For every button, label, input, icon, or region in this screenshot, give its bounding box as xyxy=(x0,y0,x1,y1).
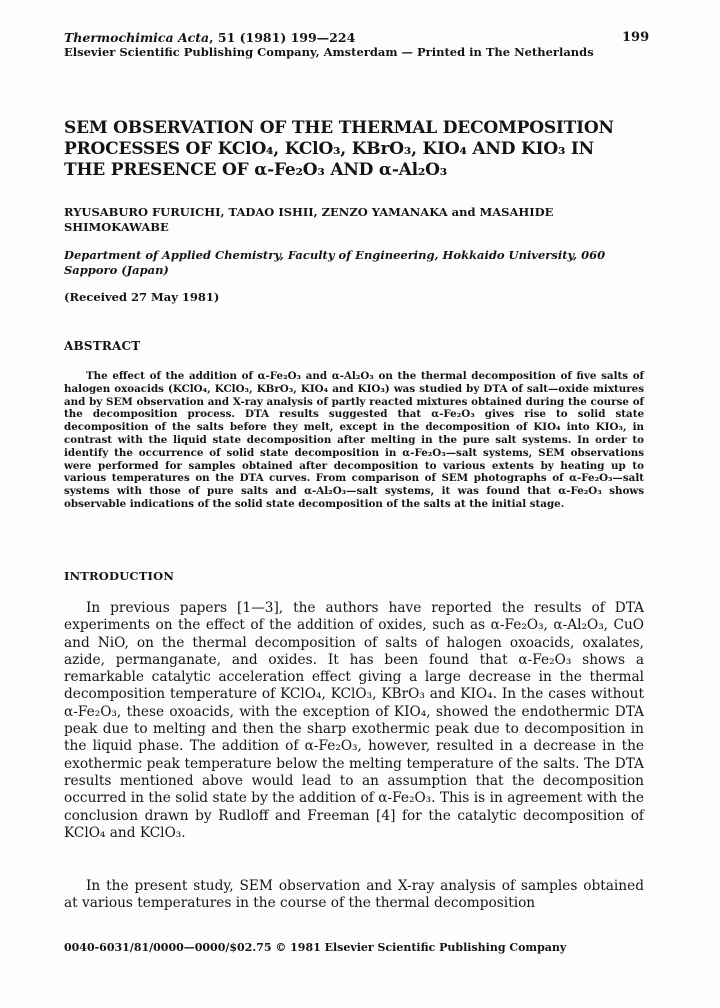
page-number: 199 xyxy=(622,30,650,45)
introduction-paragraph-1: In previous papers [1—3], the authors have reported the results of DTA experiments on the effect of the addition of oxides, such as α-Fe₂O₃, α-Al₂O₃, CuO and NiO, on the thermal decomposition of salts of halogen oxoacids, oxalates, azide, permanganate, and oxides. It has been found that α-Fe₂O₃ shows a remarkable catalytic acceleration effect giving a large decrease in the thermal decomposition temperature of KClO₄, KClO₃, KBrO₃ and KIO₄. In the cases without α-Fe₂O₃, these oxoacids, with the exception of KIO₄, showed the endothermic DTA peak due to melting and then the sharp exothermic peak due to decomposition in the liquid phase. The addition of α-Fe₂O₃, however, resulted in a decrease in the exothermic peak temperature below the melting temperature of the salts. The DTA results mentioned above would lead to an assumption that the decomposition occurred in the solid state by the addition of α-Fe₂O₃. This is in agreement with the conclusion drawn by Rudloff and Freeman [4] for the catalytic decomposition of KClO₄ and KClO₃. xyxy=(64,600,644,841)
abstract-text: The effect of the addition of α-Fe₂O₃ and α-Al₂O₃ on the thermal decomposition of five salts of halogen oxoacids (KClO₄, KClO₃, KBrO₃, KIO₄ and KIO₃) was studied by DTA of salt—oxide mixtures and by SEM observation and X-ray analysis of partly reacted mixtures obtained during the course of the decomposition process. DTA results suggested that α-Fe₂O₃ gives rise to solid state decomposition of the salts before they melt, except in the decomposition of KIO₄ into KIO₃, in contrast with the liquid state decomposition after melting in the pure salt systems. In order to identify the occurrence of solid state decomposition in α-Fe₂O₃—salt systems, SEM observations were performed for samples obtained after decomposition to various extents by heating up to various temperatures on the DTA curves. From comparison of SEM photographs of α-Fe₂O₃—salt systems with those of pure salts and α-Al₂O₃—salt systems, it was found that α-Fe₂O₃ shows observable indications of the solid state decomposition of the salts at the initial stage. xyxy=(64,370,644,510)
abstract-heading: ABSTRACT xyxy=(64,339,141,353)
author-list: RYUSABURO FURUICHI, TADAO ISHII, ZENZO YAMANAKA and MASAHIDE SHIMOKAWABE xyxy=(64,205,554,234)
journal-name: Thermochimica Acta xyxy=(64,30,210,45)
publisher-line: Elsevier Scientific Publishing Company, Amsterdam — Printed in The Netherlands xyxy=(64,45,594,59)
introduction-heading: INTRODUCTION xyxy=(64,569,175,583)
journal-citation xyxy=(64,30,355,45)
journal-volume: , 51 (1981) 199—224 xyxy=(209,30,356,45)
introduction-paragraph-2: In the present study, SEM observation and X-ray analysis of samples obtained at various temperatures in the course of the thermal decomposition xyxy=(64,878,644,912)
article-title: SEM OBSERVATION OF THE THERMAL DECOMPOSITION PROCESSES OF KClO₄, KClO₃, KBrO₃, KIO₄ AND KIO₃ IN THE PRESENCE OF α-Fe₂O₃ AND α-Al₂O₃ xyxy=(64,118,614,180)
author-affiliation: Department of Applied Chemistry, Faculty of Engineering, Hokkaido University, 060 Sapporo (Japan) xyxy=(64,248,606,277)
copyright-footer: 0040-6031/81/0000—0000/$02.75 © 1981 Elsevier Scientific Publishing Company xyxy=(64,941,567,954)
received-date: (Received 27 May 1981) xyxy=(64,290,220,304)
